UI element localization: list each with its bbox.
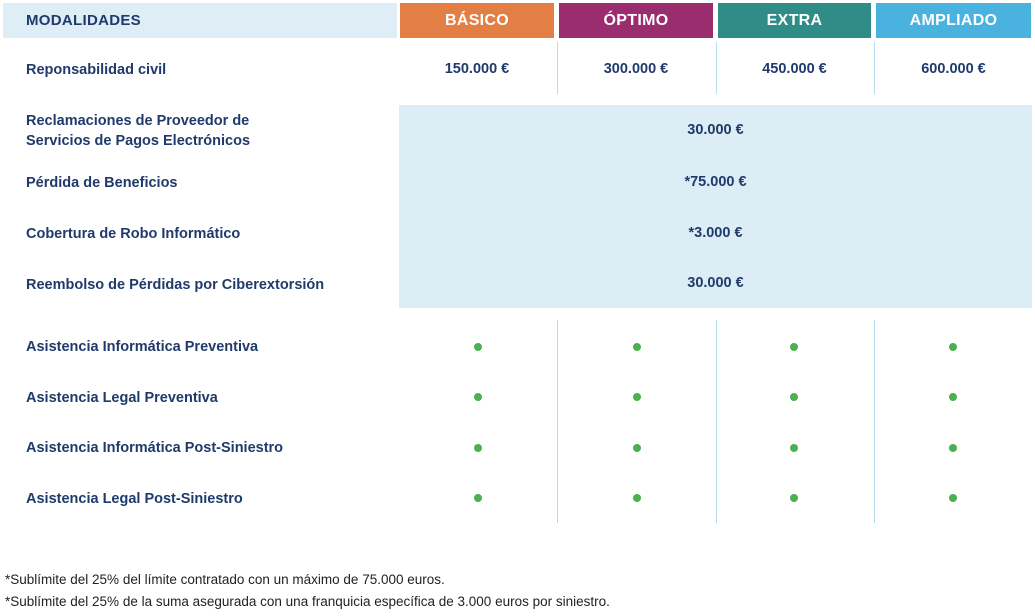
included-dot-icon xyxy=(633,494,641,502)
row-label-ciberextorsion: Reembolso de Pérdidas por Ciberextorsión xyxy=(26,277,325,293)
row-label-robo-informatico: Cobertura de Robo Informático xyxy=(26,226,241,242)
included-dot-icon xyxy=(474,444,482,452)
shared-value-robo-informatico: *3.000 € xyxy=(688,225,743,241)
included-dot-icon xyxy=(790,393,798,401)
row-label-asistencia-informatica-preventiva: Asistencia Informática Preventiva xyxy=(26,339,259,355)
included-dot-icon xyxy=(474,494,482,502)
included-dot-icon xyxy=(790,494,798,502)
included-dot-icon xyxy=(474,393,482,401)
divider xyxy=(716,320,717,523)
included-dot-icon xyxy=(949,393,957,401)
row-label-asistencia-informatica-post: Asistencia Informática Post-Siniestro xyxy=(26,440,284,456)
included-dot-icon xyxy=(633,393,641,401)
included-dot-icon xyxy=(790,444,798,452)
row-label-reclamaciones xyxy=(26,111,386,151)
row-label-asistencia-legal-post: Asistencia Legal Post-Siniestro xyxy=(26,491,243,507)
included-dot-icon xyxy=(633,444,641,452)
divider xyxy=(557,42,558,94)
row-label-line: Reclamaciones de Proveedor de xyxy=(26,113,250,129)
divider xyxy=(557,320,558,523)
row-label-perdida-beneficios: Pérdida de Beneficios xyxy=(26,175,178,191)
included-dot-icon xyxy=(474,343,482,351)
shared-value-perdida-beneficios: *75.000 € xyxy=(684,174,747,190)
included-dot-icon xyxy=(633,343,641,351)
responsabilidad-value-optimo: 300.000 € xyxy=(603,61,669,77)
plan-ampliado-label: AMPLIADO xyxy=(909,11,998,29)
included-dot-icon xyxy=(949,494,957,502)
footnote-2: *Sublímite del 25% de la suma asegurada con una franquicia específica de 3.000 euros por siniestro. xyxy=(5,594,610,609)
header-plan-optimo xyxy=(559,3,713,38)
shared-value-reclamaciones: 30.000 € xyxy=(687,122,744,138)
header-modalidades-label: MODALIDADES xyxy=(26,12,141,29)
row-label-responsabilidad: Reponsabilidad civil xyxy=(26,62,167,78)
row-label-asistencia-legal-preventiva: Asistencia Legal Preventiva xyxy=(26,390,218,406)
responsabilidad-value-ampliado: 600.000 € xyxy=(921,61,986,77)
included-dot-icon xyxy=(790,343,798,351)
responsabilidad-value-extra: 450.000 € xyxy=(762,61,827,77)
plan-basico-label: BÁSICO xyxy=(444,11,510,29)
divider xyxy=(874,42,875,94)
included-dot-icon xyxy=(949,444,957,452)
divider xyxy=(716,42,717,94)
divider xyxy=(874,320,875,523)
header-modalidades xyxy=(3,3,397,38)
plan-optimo-label: ÓPTIMO xyxy=(603,11,669,29)
shared-value-ciberextorsion: 30.000 € xyxy=(687,275,744,291)
header-plan-basico xyxy=(400,3,554,38)
included-dot-icon xyxy=(949,343,957,351)
header-plan-ampliado xyxy=(876,3,1031,38)
header-plan-extra xyxy=(718,3,871,38)
plan-extra-label: EXTRA xyxy=(766,11,823,29)
responsabilidad-value-basico: 150.000 € xyxy=(444,61,510,77)
footnote-1: *Sublímite del 25% del límite contratado con un máximo de 75.000 euros. xyxy=(5,572,445,587)
row-label-line: Servicios de Pagos Electrónicos xyxy=(26,133,251,149)
